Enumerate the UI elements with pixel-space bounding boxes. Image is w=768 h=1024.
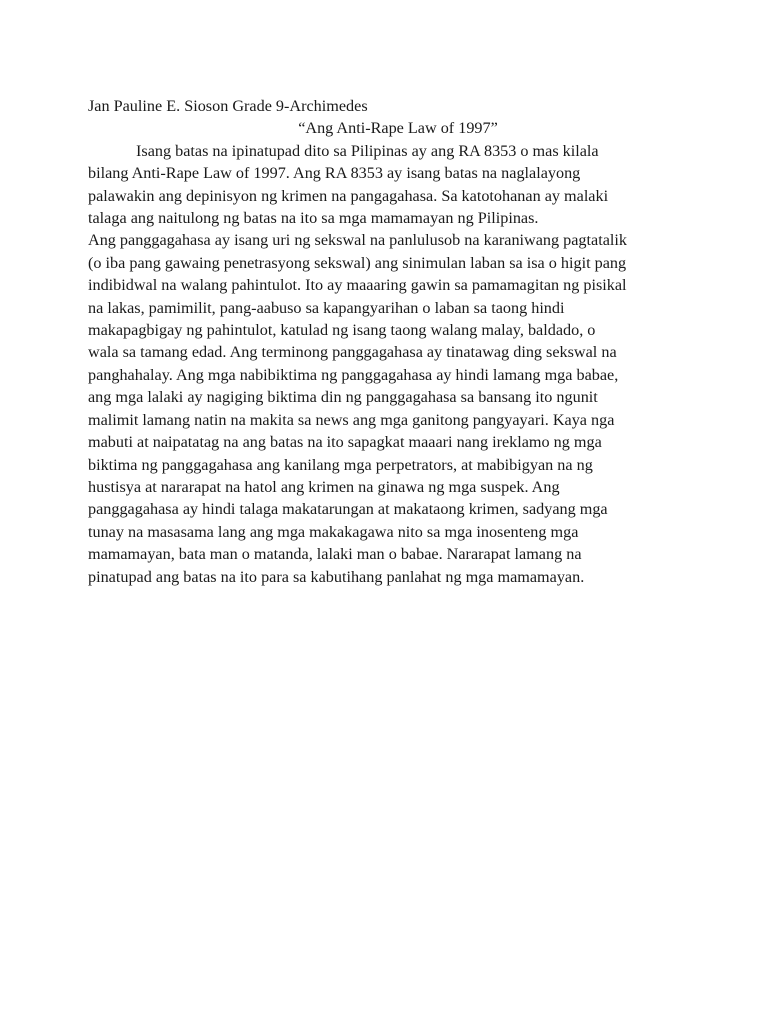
- document-title: “Ang Anti-Rape Law of 1997”: [298, 119, 498, 138]
- text-line: mamamayan, bata man o matanda, lalaki man o babae. Nararapat lamang na: [88, 545, 582, 564]
- text-line: makapagbigay ng pahintulot, katulad ng isang taong walang malay, baldado, o: [88, 321, 596, 340]
- text-line: wala sa tamang edad. Ang terminong panggagahasa ay tinatawag ding sekswal na: [88, 343, 617, 362]
- essay-text: [88, 140, 698, 588]
- text-line: hustisya at nararapat na hatol ang krimen na ginawa ng mga suspek. Ang: [88, 477, 560, 496]
- text-line: biktima ng panggagahasa ang kanilang mga perpetrators, at mabibigyan na ng: [88, 455, 593, 474]
- text-line: (o iba pang gawaing penetrasyong sekswal) ang sinimulan laban sa isa o higit pang: [88, 253, 627, 272]
- text-line: malimit lamang natin na makita sa news ang mga ganitong pangyayari. Kaya nga: [88, 410, 615, 429]
- author-header: Jan Pauline E. Sioson Grade 9-Archimedes: [88, 97, 368, 115]
- text-line: ang mga lalaki ay nagiging biktima din ng panggagahasa sa bansang ito ngunit: [88, 388, 598, 407]
- text-line: panggagahasa ay hindi talaga makatarungan at makataong krimen, sadyang mga: [88, 500, 608, 519]
- text-line: Ang panggagahasa ay isang uri ng sekswal na panlulusob na karaniwang pagtatalik: [88, 231, 627, 250]
- text-line: talaga ang naitulong ng batas na ito sa mga mamamayan ng Pilipinas.: [88, 209, 539, 228]
- document-body: [88, 95, 698, 588]
- text-line: na lakas, pamimilit, pang-aabuso sa kapangyarihan o laban sa taong hindi: [88, 298, 565, 317]
- text-line: palawakin ang depinisyon ng krimen na pangagahasa. Sa katotohanan ay malaki: [88, 186, 609, 205]
- text-line: indibidwal na walang pahintulot. Ito ay maaaring gawin sa pamamagitan ng pisikal: [88, 276, 627, 295]
- text-line: Isang batas na ipinatupad dito sa Pilipinas ay ang RA 8353 o mas kilala: [136, 141, 599, 160]
- text-line: tunay na masasama lang ang mga makakagawa nito sa mga inosenteng mga: [88, 522, 579, 541]
- text-line: pinatupad ang batas na ito para sa kabutihang panlahat ng mga mamamayan.: [88, 567, 585, 586]
- text-line: panghahalay. Ang mga nabibiktima ng panggagahasa ay hindi lamang mga babae,: [88, 365, 619, 384]
- text-line: mabuti at naipatatag na ang batas na ito sapagkat maaari nang ireklamo ng mga: [88, 433, 602, 452]
- text-line: bilang Anti-Rape Law of 1997. Ang RA 8353 ay isang batas na naglalayong: [88, 164, 581, 183]
